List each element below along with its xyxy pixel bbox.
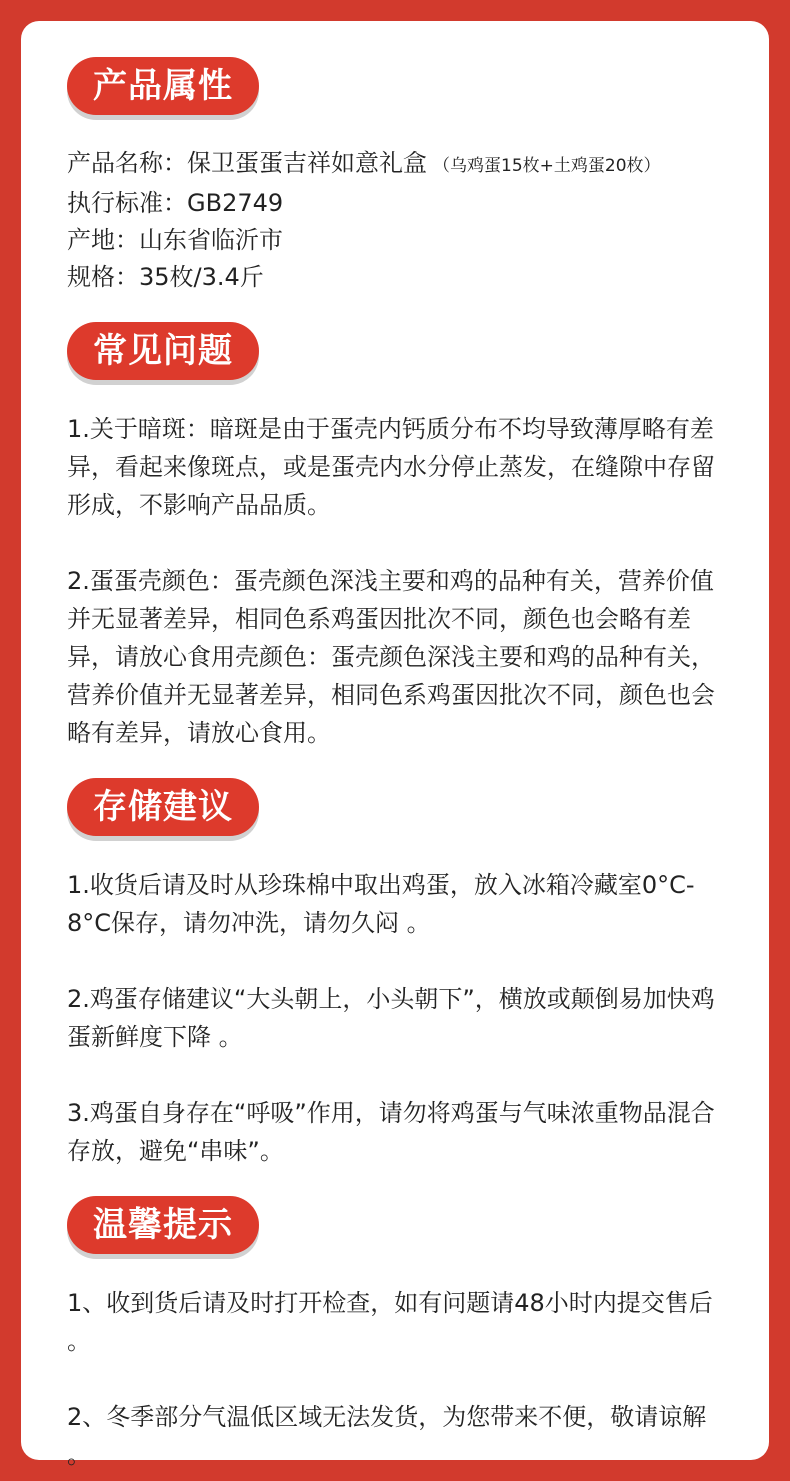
origin-value: 山东省临沂市	[139, 226, 283, 254]
tips-item: 1、收到货后请及时打开检查，如有问题请48小时内提交售后 。	[67, 1289, 713, 1355]
tips-list	[67, 1284, 729, 1474]
product-name-value: 保卫蛋蛋吉祥如意礼盒	[187, 149, 427, 177]
spec-value: 35枚/3.4斤	[139, 263, 264, 291]
tips-title: 温馨提示	[67, 1196, 259, 1254]
standard-line	[67, 185, 729, 222]
storage-item: 1.收货后请及时从珍珠棉中取出鸡蛋，放入冰箱冷藏室0°C-8°C保存，请勿冲洗，请勿久闷 。	[67, 871, 695, 937]
product-name-label: 产品名称：	[67, 149, 187, 177]
faq-title: 常见问题	[67, 322, 259, 380]
faq-item: 1.关于暗斑：暗斑是由于蛋壳内钙质分布不均导致薄厚略有差异，看起来像斑点，或是蛋壳内水分停止蒸发，在缝隙中存留形成，不影响产品品质。	[67, 415, 715, 519]
spec-line	[67, 259, 729, 296]
faq-section	[67, 322, 729, 752]
storage-item: 3.鸡蛋自身存在“呼吸”作用，请勿将鸡蛋与气味浓重物品混合存放，避免“串味”。	[67, 1099, 715, 1165]
product-name-line	[67, 145, 729, 185]
storage-list	[67, 866, 729, 1170]
storage-title: 存储建议	[67, 778, 259, 836]
faq-item: 2.蛋蛋壳颜色：蛋壳颜色深浅主要和鸡的品种有关，营养价值并无显著差异，相同色系鸡蛋因批次不同，颜色也会略有差异，请放心食用壳颜色：蛋壳颜色深浅主要和鸡的品种有关，营养价值并无显著差异，相同色系鸡蛋因批次不同，颜色也会略有差异，请放心食用。	[67, 567, 715, 747]
faq-list	[67, 410, 729, 752]
tips-section	[67, 1196, 729, 1474]
origin-label: 产地：	[67, 226, 139, 254]
tips-item: 2、冬季部分气温低区域无法发货，为您带来不便，敬请谅解 。	[67, 1403, 707, 1469]
standard-label: 执行标准：	[67, 189, 187, 217]
product-attributes-title: 产品属性	[67, 57, 259, 115]
product-name-note: （乌鸡蛋15枚+土鸡蛋20枚）	[433, 156, 661, 176]
standard-value: GB2749	[187, 189, 284, 217]
storage-section	[67, 778, 729, 1170]
product-attributes-section	[67, 57, 729, 296]
product-attributes-list	[67, 145, 729, 296]
content-card	[21, 21, 769, 1469]
storage-item: 2.鸡蛋存储建议“大头朝上，小头朝下”，横放或颠倒易加快鸡蛋新鲜度下降 。	[67, 985, 715, 1051]
spec-label: 规格：	[67, 263, 139, 291]
origin-line	[67, 222, 729, 259]
